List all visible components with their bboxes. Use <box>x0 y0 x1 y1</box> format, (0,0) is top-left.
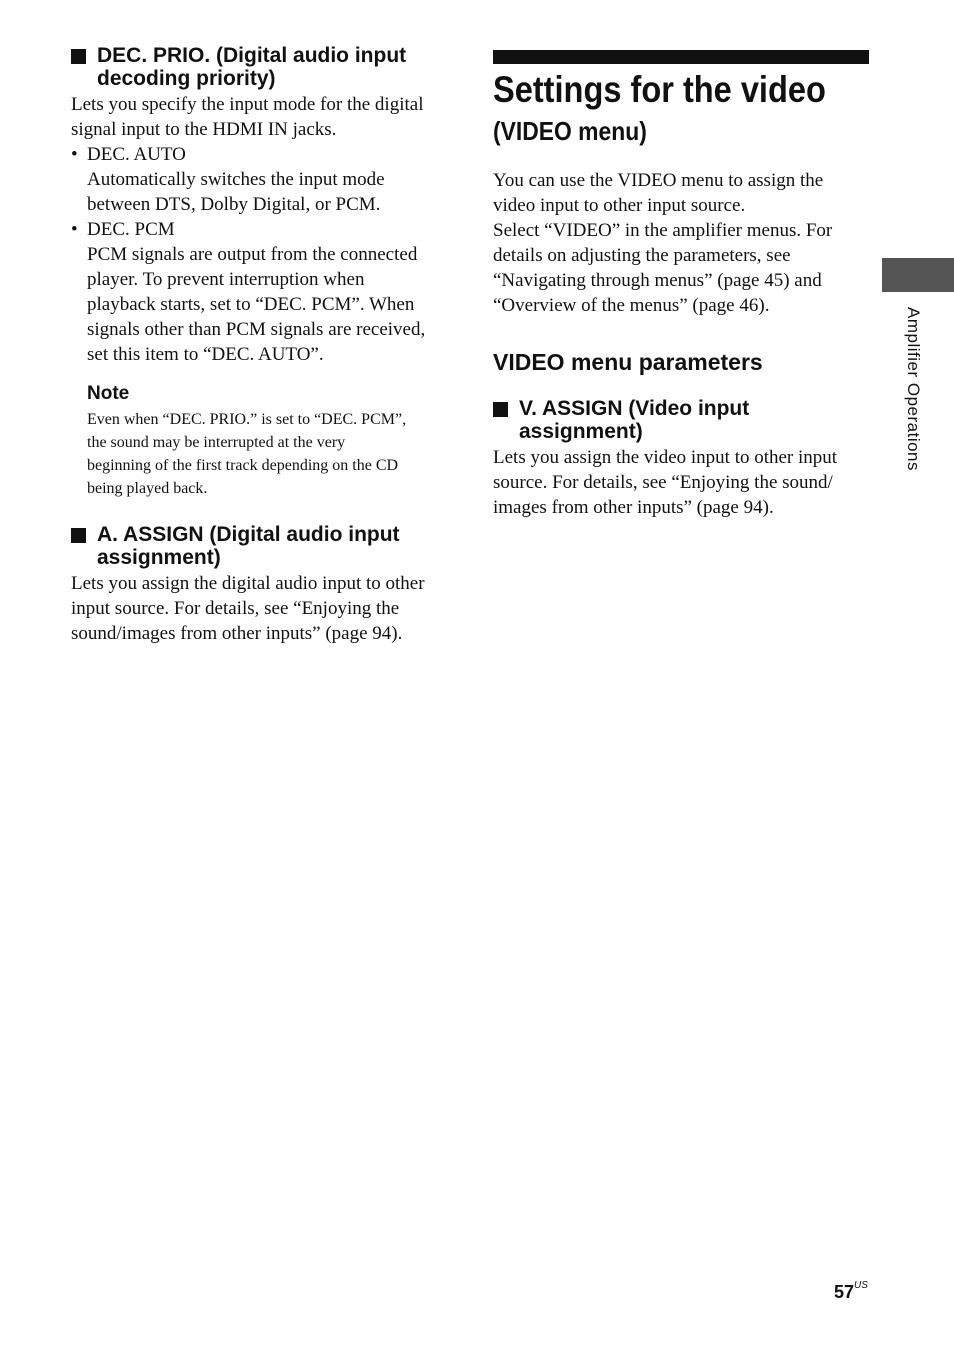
v-assign-line: Lets you assign the video input to other input <box>493 447 838 468</box>
bullet-dec-auto <box>71 142 449 167</box>
dec-prio-intro-line1: Lets you specify the input mode for the digital <box>71 94 424 115</box>
video-menu-parameters-heading: VIDEO menu parameters <box>493 349 763 375</box>
right-column <box>493 50 869 520</box>
bullet-line: playback starts, set to “DEC. PCM”. When <box>87 294 415 315</box>
bullet-line: player. To prevent interruption when <box>87 269 365 290</box>
dec-prio-heading <box>71 44 449 90</box>
v-assign-line: images from other inputs” (page 94). <box>493 497 774 518</box>
chapter-tab-label: Amplifier Operations <box>904 307 923 472</box>
a-assign-heading-line1: A. ASSIGN (Digital audio input <box>97 523 400 546</box>
bullet-label: DEC. PCM <box>87 219 175 240</box>
square-bullet-icon <box>71 528 86 543</box>
bullet-line: set this item to “DEC. AUTO”. <box>87 344 324 365</box>
v-assign-heading <box>493 397 869 443</box>
a-assign-heading-line2: assignment) <box>97 546 221 569</box>
v-assign-line: source. For details, see “Enjoying the sound/ <box>493 472 833 493</box>
page-number-suffix: US <box>854 1280 868 1291</box>
bullet-label: DEC. AUTO <box>87 144 186 165</box>
page-title: Settings for the video <box>493 69 826 110</box>
square-bullet-icon <box>71 49 86 64</box>
intro-line: video input to other input source. <box>493 195 746 216</box>
intro-line: “Overview of the menus” (page 46). <box>493 295 770 316</box>
intro-line: details on adjusting the parameters, see <box>493 245 791 266</box>
square-bullet-icon <box>493 402 508 417</box>
note-line: beginning of the first track depending on the CD <box>87 457 399 474</box>
note-line: the sound may be interrupted at the very <box>87 434 346 451</box>
a-assign-line: Lets you assign the digital audio input to other <box>71 573 425 594</box>
bullet-line: PCM signals are output from the connected <box>87 244 418 265</box>
bullet-line: between DTS, Dolby Digital, or PCM. <box>87 194 381 215</box>
v-assign-heading-line2: assignment) <box>519 420 643 443</box>
note-line: being played back. <box>87 480 208 497</box>
intro-line: You can use the VIDEO menu to assign the <box>493 170 824 191</box>
bullet-dot-icon: • <box>71 219 78 240</box>
a-assign-line: sound/images from other inputs” (page 94). <box>71 623 403 644</box>
note-line: Even when “DEC. PRIO.” is set to “DEC. PCM”, <box>87 411 407 428</box>
bullet-line: Automatically switches the input mode <box>87 169 385 190</box>
chapter-tab <box>882 258 954 292</box>
left-column <box>71 44 449 646</box>
dec-prio-heading-line2: decoding priority) <box>97 67 276 90</box>
dec-prio-heading-line1: DEC. PRIO. (Digital audio input <box>97 44 407 67</box>
intro-line: “Navigating through menus” (page 45) and <box>493 270 822 291</box>
page-subtitle: (VIDEO menu) <box>493 116 647 146</box>
bullet-line: signals other than PCM signals are received, <box>87 319 426 340</box>
page-number-value: 57 <box>834 1282 855 1302</box>
note-title: Note <box>87 383 130 404</box>
page-number <box>834 1282 868 1303</box>
bullet-dot-icon: • <box>71 144 78 165</box>
title-rule <box>493 50 869 64</box>
bullet-dec-pcm <box>71 217 449 242</box>
dec-prio-intro-line2: signal input to the HDMI IN jacks. <box>71 119 337 140</box>
a-assign-line: input source. For details, see “Enjoying the <box>71 598 400 619</box>
intro-line: Select “VIDEO” in the amplifier menus. For <box>493 220 833 241</box>
v-assign-heading-line1: V. ASSIGN (Video input <box>519 397 750 420</box>
a-assign-heading <box>71 523 449 569</box>
